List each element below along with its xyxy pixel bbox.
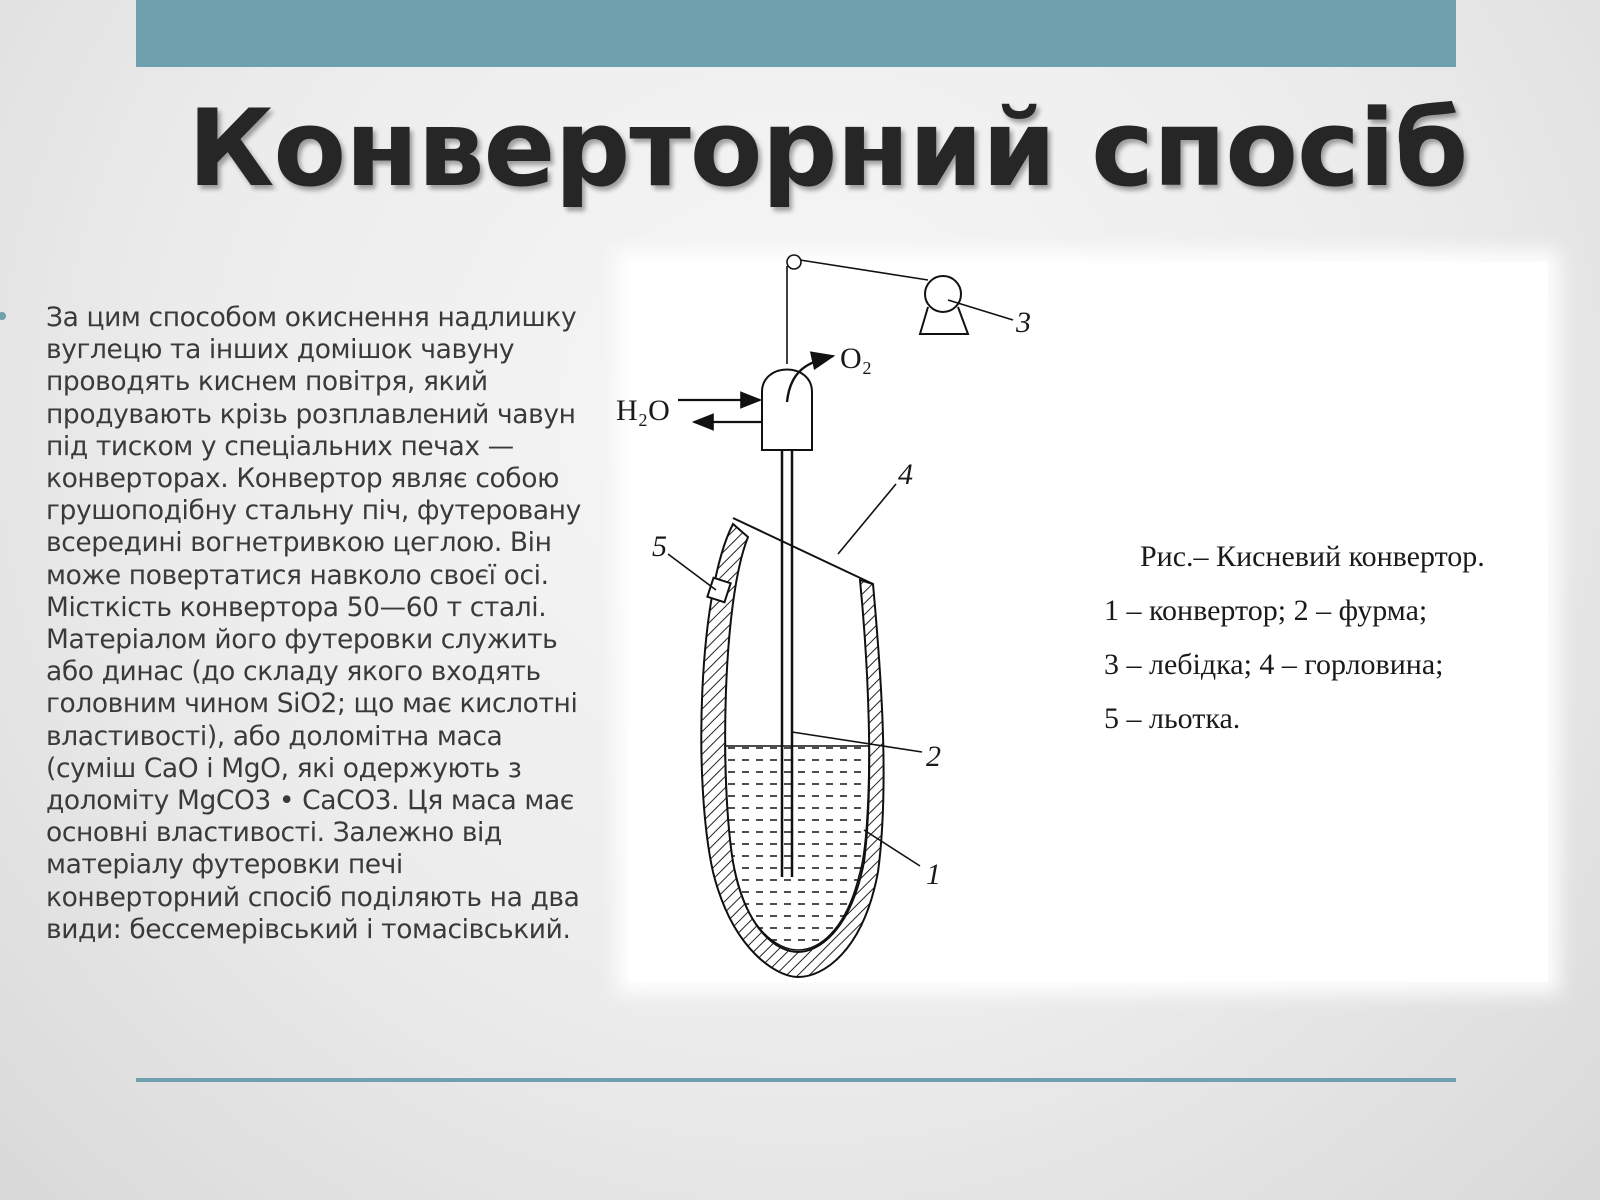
winch-drum [925, 276, 961, 312]
caption-line-2: 1 – конвертор; 2 – фурма; [1104, 594, 1428, 627]
label-4: 4 [898, 458, 913, 491]
label-oxygen: O₂ [840, 342, 873, 375]
label-water: H₂O [616, 394, 670, 427]
label-5: 5 [652, 530, 667, 563]
top-accent-bar [136, 0, 1456, 67]
lance-head [762, 370, 812, 451]
bottom-accent-line [136, 1078, 1456, 1082]
oxygen-converter-figure [616, 262, 1548, 982]
label-3: 3 [1016, 306, 1031, 339]
caption-line-1: Рис.– Кисневий конвертор. [1140, 540, 1485, 573]
caption-line-3: 3 – лебідка; 4 – горловина; [1104, 648, 1444, 681]
slide-body-text: За цим способом окиснення надлишку вуглецю та інших домішок чавуну проводять киснем повітря, який продувають крізь розплавлений чавун під тиском у спеціальних печах — конверторах. Конвертор являє собою грушоподібну стальну піч, футеровану всередині вогнетривкою цеглою. Він може повертатися навколо своєї осі. Місткість конвертора 50—60 т сталі. Матеріалом його футеровки служить або динас (до складу якого входять головним чином SiO2; що має кислотні властивості), або доломітна маса (суміш CaO і MgO, які одержують з доломіту MgCO3 • CaCO3. Ця маса має основні властивості. Залежно від матеріалу футеровки печі конверторний спосіб поділяють на два види: бессемерівський і томасівський. [46, 302, 581, 945]
label-1: 1 [926, 858, 941, 891]
converter-diagram [616, 262, 1548, 982]
bullet-icon [0, 312, 6, 320]
caption-line-4: 5 – льотка. [1104, 702, 1241, 735]
slide-title: Конверторний спосіб [187, 87, 1468, 210]
label-2: 2 [926, 740, 941, 773]
